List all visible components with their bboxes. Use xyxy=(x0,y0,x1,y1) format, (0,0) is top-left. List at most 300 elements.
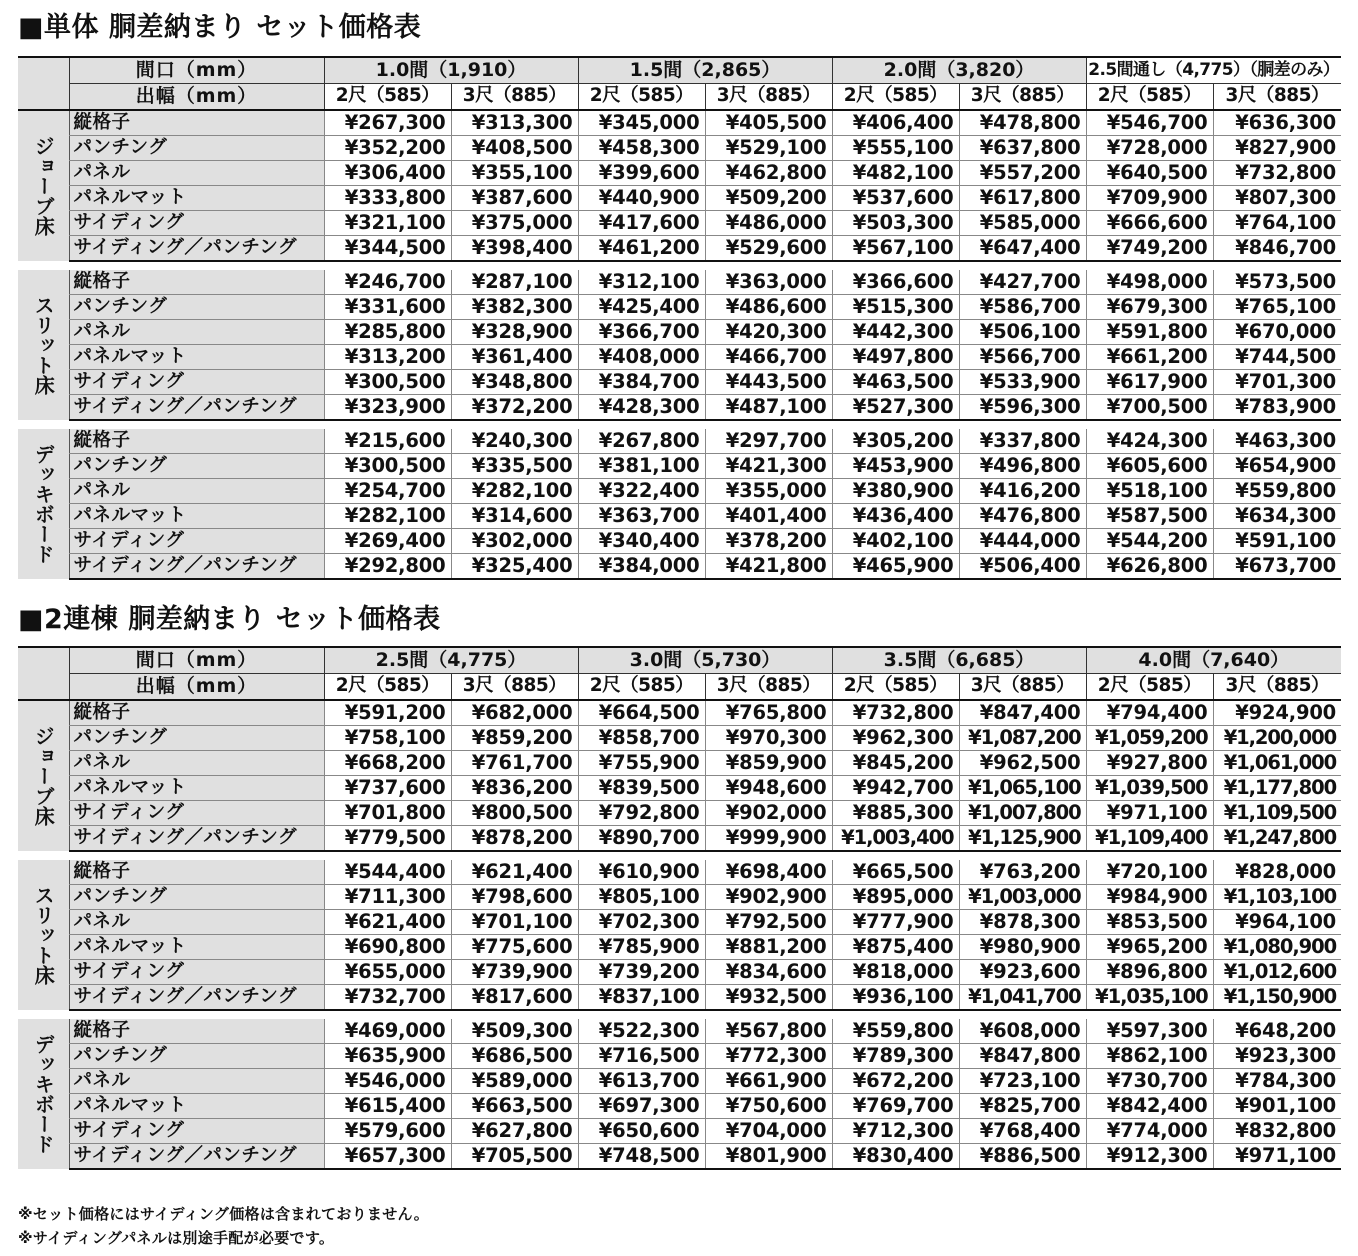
price-cell: ¥923,600 xyxy=(959,960,1086,985)
price-cell: ¥663,500 xyxy=(451,1094,578,1119)
table-row xyxy=(18,161,1341,186)
price-cell: ¥1,109,500 xyxy=(1213,801,1341,826)
price-cell: ¥405,500 xyxy=(705,110,832,136)
price-cell: ¥312,100 xyxy=(578,270,705,295)
price-cell: ¥881,200 xyxy=(705,935,832,960)
price-cell: ¥621,400 xyxy=(324,910,451,935)
header-row-width xyxy=(18,647,1341,674)
group-spacer xyxy=(18,420,1341,429)
price-cell: ¥486,000 xyxy=(705,211,832,236)
price-cell: ¥784,300 xyxy=(1213,1069,1341,1094)
price-cell: ¥1,035,100 xyxy=(1086,985,1213,1011)
price-cell: ¥720,100 xyxy=(1086,860,1213,885)
price-cell: ¥573,500 xyxy=(1213,270,1341,295)
price-cell: ¥605,600 xyxy=(1086,454,1213,479)
price-cell: ¥515,300 xyxy=(832,295,959,320)
price-cell: ¥321,100 xyxy=(324,211,451,236)
price-cell: ¥331,600 xyxy=(324,295,451,320)
row-label: パネルマット xyxy=(69,345,324,370)
price-cell: ¥765,800 xyxy=(705,700,832,726)
price-cell: ¥846,700 xyxy=(1213,236,1341,262)
price-cell: ¥732,800 xyxy=(1213,161,1341,186)
price-cell: ¥923,300 xyxy=(1213,1044,1341,1069)
price-cell: ¥830,400 xyxy=(832,1144,959,1170)
price-cell: ¥1,061,000 xyxy=(1213,751,1341,776)
row-label: サイディング xyxy=(69,529,324,554)
width-label: 間口（mm） xyxy=(69,57,324,84)
price-cell: ¥1,087,200 xyxy=(959,726,1086,751)
price-cell: ¥800,500 xyxy=(451,801,578,826)
depth-header: 2尺（585） xyxy=(324,674,451,701)
depth-header: 3尺（885） xyxy=(959,674,1086,701)
depth-header: 2尺（585） xyxy=(832,674,959,701)
price-cell: ¥421,300 xyxy=(705,454,832,479)
price-cell: ¥895,000 xyxy=(832,885,959,910)
group-label: ジョーブ床 xyxy=(18,700,69,851)
price-cell: ¥732,800 xyxy=(832,700,959,726)
price-cell: ¥384,700 xyxy=(578,370,705,395)
price-cell: ¥399,600 xyxy=(578,161,705,186)
price-cell: ¥608,000 xyxy=(959,1019,1086,1044)
price-cell: ¥779,500 xyxy=(324,826,451,852)
price-cell: ¥964,100 xyxy=(1213,910,1341,935)
price-cell: ¥380,900 xyxy=(832,479,959,504)
price-cell: ¥509,200 xyxy=(705,186,832,211)
price-cell: ¥387,600 xyxy=(451,186,578,211)
table-row xyxy=(18,429,1341,454)
price-cell: ¥527,300 xyxy=(832,395,959,421)
price-cell: ¥679,300 xyxy=(1086,295,1213,320)
group-label: ジョーブ床 xyxy=(18,110,69,261)
table-row xyxy=(18,826,1341,852)
depth-header: 3尺（885） xyxy=(1213,674,1341,701)
width-label: 間口（mm） xyxy=(69,647,324,674)
price-cell: ¥292,800 xyxy=(324,554,451,580)
table-row xyxy=(18,504,1341,529)
table-row xyxy=(18,320,1341,345)
price-cell: ¥661,200 xyxy=(1086,345,1213,370)
group-spacer-cell xyxy=(18,851,1341,860)
price-cell: ¥980,900 xyxy=(959,935,1086,960)
price-cell: ¥682,000 xyxy=(451,700,578,726)
price-cell: ¥686,500 xyxy=(451,1044,578,1069)
price-cell: ¥465,900 xyxy=(832,554,959,580)
price-cell: ¥506,400 xyxy=(959,554,1086,580)
price-cell: ¥478,800 xyxy=(959,110,1086,136)
price-cell: ¥313,200 xyxy=(324,345,451,370)
row-label: パネルマット xyxy=(69,186,324,211)
section-title: ■単体 胴差納まり セット価格表 xyxy=(18,12,422,43)
price-cell: ¥375,000 xyxy=(451,211,578,236)
price-cell: ¥417,600 xyxy=(578,211,705,236)
price-cell: ¥381,100 xyxy=(578,454,705,479)
table-row xyxy=(18,454,1341,479)
table-row xyxy=(18,479,1341,504)
row-label: パネル xyxy=(69,479,324,504)
price-cell: ¥777,900 xyxy=(832,910,959,935)
row-label: サイディング xyxy=(69,370,324,395)
price-cell: ¥765,100 xyxy=(1213,295,1341,320)
row-label: サイディング／パンチング xyxy=(69,236,324,262)
price-cell: ¥408,500 xyxy=(451,136,578,161)
price-cell: ¥557,200 xyxy=(959,161,1086,186)
group-label: デッキボード xyxy=(18,429,69,579)
price-cell: ¥322,400 xyxy=(578,479,705,504)
price-cell: ¥579,600 xyxy=(324,1119,451,1144)
row-label: パネル xyxy=(69,320,324,345)
price-cell: ¥772,300 xyxy=(705,1044,832,1069)
row-label: パネルマット xyxy=(69,504,324,529)
table-row xyxy=(18,1144,1341,1170)
price-cell: ¥267,800 xyxy=(578,429,705,454)
price-cell: ¥555,100 xyxy=(832,136,959,161)
price-cell: ¥269,400 xyxy=(324,529,451,554)
price-cell: ¥723,100 xyxy=(959,1069,1086,1094)
price-cell: ¥842,400 xyxy=(1086,1094,1213,1119)
price-cell: ¥589,000 xyxy=(451,1069,578,1094)
price-cell: ¥486,600 xyxy=(705,295,832,320)
price-cell: ¥701,300 xyxy=(1213,370,1341,395)
row-label: 縦格子 xyxy=(69,110,324,136)
table-row xyxy=(18,1094,1341,1119)
price-cell: ¥711,300 xyxy=(324,885,451,910)
price-cell: ¥635,900 xyxy=(324,1044,451,1069)
price-cell: ¥267,300 xyxy=(324,110,451,136)
row-label: サイディング xyxy=(69,1119,324,1144)
price-cell: ¥567,100 xyxy=(832,236,959,262)
width-header: 1.5間（2,865） xyxy=(578,57,832,84)
price-cell: ¥749,200 xyxy=(1086,236,1213,262)
price-cell: ¥246,700 xyxy=(324,270,451,295)
price-cell: ¥1,041,700 xyxy=(959,985,1086,1011)
price-cell: ¥792,800 xyxy=(578,801,705,826)
price-cell: ¥902,000 xyxy=(705,801,832,826)
depth-label: 出幅（mm） xyxy=(69,84,324,111)
price-cell: ¥333,800 xyxy=(324,186,451,211)
price-cell: ¥709,900 xyxy=(1086,186,1213,211)
price-cell: ¥1,103,100 xyxy=(1213,885,1341,910)
table-row xyxy=(18,960,1341,985)
price-cell: ¥758,100 xyxy=(324,726,451,751)
price-cell: ¥845,200 xyxy=(832,751,959,776)
price-cell: ¥363,700 xyxy=(578,504,705,529)
row-label: サイディング／パンチング xyxy=(69,554,324,580)
price-cell: ¥962,300 xyxy=(832,726,959,751)
price-cell: ¥1,247,800 xyxy=(1213,826,1341,852)
depth-header: 2尺（585） xyxy=(324,84,451,111)
price-cell: ¥352,200 xyxy=(324,136,451,161)
depth-header: 3尺（885） xyxy=(959,84,1086,111)
price-cell: ¥300,500 xyxy=(324,454,451,479)
price-cell: ¥665,500 xyxy=(832,860,959,885)
table-row xyxy=(18,1044,1341,1069)
price-cell: ¥302,000 xyxy=(451,529,578,554)
price-cell: ¥328,900 xyxy=(451,320,578,345)
price-cell: ¥886,500 xyxy=(959,1144,1086,1170)
price-cell: ¥537,600 xyxy=(832,186,959,211)
row-label: パネル xyxy=(69,1069,324,1094)
price-cell: ¥406,400 xyxy=(832,110,959,136)
price-cell: ¥805,100 xyxy=(578,885,705,910)
table-row xyxy=(18,700,1341,726)
depth-header: 2尺（585） xyxy=(832,84,959,111)
price-cell: ¥355,000 xyxy=(705,479,832,504)
price-cell: ¥650,600 xyxy=(578,1119,705,1144)
row-label: 縦格子 xyxy=(69,700,324,726)
price-cell: ¥440,900 xyxy=(578,186,705,211)
price-cell: ¥442,300 xyxy=(832,320,959,345)
price-cell: ¥728,000 xyxy=(1086,136,1213,161)
price-cell: ¥366,700 xyxy=(578,320,705,345)
depth-header: 3尺（885） xyxy=(451,84,578,111)
price-cell: ¥518,100 xyxy=(1086,479,1213,504)
price-cell: ¥801,900 xyxy=(705,1144,832,1170)
price-cell: ¥462,800 xyxy=(705,161,832,186)
price-cell: ¥648,200 xyxy=(1213,1019,1341,1044)
price-cell: ¥970,300 xyxy=(705,726,832,751)
price-cell: ¥654,900 xyxy=(1213,454,1341,479)
price-cell: ¥591,200 xyxy=(324,700,451,726)
price-cell: ¥832,800 xyxy=(1213,1119,1341,1144)
price-cell: ¥559,800 xyxy=(1213,479,1341,504)
price-cell: ¥306,400 xyxy=(324,161,451,186)
price-cell: ¥853,500 xyxy=(1086,910,1213,935)
price-cell: ¥1,003,000 xyxy=(959,885,1086,910)
footnote: ※セット価格にはサイディング価格は含まれておりません。 xyxy=(18,1205,430,1223)
group-spacer xyxy=(18,261,1341,270)
price-cell: ¥482,100 xyxy=(832,161,959,186)
price-cell: ¥443,500 xyxy=(705,370,832,395)
price-cell: ¥458,300 xyxy=(578,136,705,161)
price-cell: ¥839,500 xyxy=(578,776,705,801)
price-cell: ¥827,900 xyxy=(1213,136,1341,161)
price-cell: ¥634,300 xyxy=(1213,504,1341,529)
price-cell: ¥345,000 xyxy=(578,110,705,136)
header-corner xyxy=(18,57,69,110)
price-cell: ¥847,400 xyxy=(959,700,1086,726)
width-header: 2.5間（4,775） xyxy=(324,647,578,674)
price-cell: ¥363,000 xyxy=(705,270,832,295)
depth-header: 2尺（585） xyxy=(1086,84,1213,111)
price-cell: ¥498,000 xyxy=(1086,270,1213,295)
price-cell: ¥509,300 xyxy=(451,1019,578,1044)
price-cell: ¥924,900 xyxy=(1213,700,1341,726)
row-label: パネルマット xyxy=(69,776,324,801)
price-cell: ¥1,080,900 xyxy=(1213,935,1341,960)
price-cell: ¥672,200 xyxy=(832,1069,959,1094)
price-cell: ¥591,100 xyxy=(1213,529,1341,554)
price-cell: ¥948,600 xyxy=(705,776,832,801)
price-cell: ¥466,700 xyxy=(705,345,832,370)
depth-header: 3尺（885） xyxy=(451,674,578,701)
row-label: サイディング xyxy=(69,801,324,826)
price-cell: ¥666,600 xyxy=(1086,211,1213,236)
price-cell: ¥798,600 xyxy=(451,885,578,910)
price-cell: ¥529,600 xyxy=(705,236,832,262)
price-cell: ¥655,000 xyxy=(324,960,451,985)
row-label: パンチング xyxy=(69,1044,324,1069)
price-cell: ¥340,400 xyxy=(578,529,705,554)
row-label: パンチング xyxy=(69,454,324,479)
price-cell: ¥408,000 xyxy=(578,345,705,370)
row-label: パンチング xyxy=(69,295,324,320)
width-header: 2.5間通し（4,775）（胴差のみ） xyxy=(1086,57,1341,84)
price-cell: ¥425,400 xyxy=(578,295,705,320)
price-cell: ¥522,300 xyxy=(578,1019,705,1044)
price-cell: ¥382,300 xyxy=(451,295,578,320)
price-cell: ¥401,400 xyxy=(705,504,832,529)
table-row xyxy=(18,186,1341,211)
price-cell: ¥716,500 xyxy=(578,1044,705,1069)
width-header: 1.0間（1,910） xyxy=(324,57,578,84)
price-cell: ¥314,600 xyxy=(451,504,578,529)
price-cell: ¥739,900 xyxy=(451,960,578,985)
group-label: スリット床 xyxy=(18,860,69,1010)
price-cell: ¥444,000 xyxy=(959,529,1086,554)
price-cell: ¥567,800 xyxy=(705,1019,832,1044)
price-cell: ¥566,700 xyxy=(959,345,1086,370)
price-cell: ¥896,800 xyxy=(1086,960,1213,985)
price-cell: ¥785,900 xyxy=(578,935,705,960)
table-row xyxy=(18,776,1341,801)
table-row xyxy=(18,1119,1341,1144)
price-cell: ¥285,800 xyxy=(324,320,451,345)
price-cell: ¥999,900 xyxy=(705,826,832,852)
row-label: パネル xyxy=(69,161,324,186)
price-cell: ¥769,700 xyxy=(832,1094,959,1119)
price-cell: ¥325,400 xyxy=(451,554,578,580)
table-row xyxy=(18,345,1341,370)
table-row xyxy=(18,395,1341,421)
price-cell: ¥640,500 xyxy=(1086,161,1213,186)
price-cell: ¥697,300 xyxy=(578,1094,705,1119)
row-label: パネルマット xyxy=(69,1094,324,1119)
table-row xyxy=(18,370,1341,395)
price-cell: ¥768,400 xyxy=(959,1119,1086,1144)
price-cell: ¥836,200 xyxy=(451,776,578,801)
price-cell: ¥774,000 xyxy=(1086,1119,1213,1144)
price-cell: ¥932,500 xyxy=(705,985,832,1011)
row-label: 縦格子 xyxy=(69,270,324,295)
table-row xyxy=(18,985,1341,1011)
price-cell: ¥807,300 xyxy=(1213,186,1341,211)
price-cell: ¥1,003,400 xyxy=(832,826,959,852)
table-row xyxy=(18,270,1341,295)
price-cell: ¥858,700 xyxy=(578,726,705,751)
table-row xyxy=(18,554,1341,580)
group-spacer-cell xyxy=(18,261,1341,270)
price-cell: ¥1,125,900 xyxy=(959,826,1086,852)
price-cell: ¥1,065,100 xyxy=(959,776,1086,801)
table-row xyxy=(18,885,1341,910)
price-cell: ¥384,000 xyxy=(578,554,705,580)
price-cell: ¥421,800 xyxy=(705,554,832,580)
price-cell: ¥626,800 xyxy=(1086,554,1213,580)
price-cell: ¥1,200,000 xyxy=(1213,726,1341,751)
depth-label: 出幅（mm） xyxy=(69,674,324,701)
price-cell: ¥755,900 xyxy=(578,751,705,776)
table-row xyxy=(18,801,1341,826)
price-cell: ¥420,300 xyxy=(705,320,832,345)
price-cell: ¥544,400 xyxy=(324,860,451,885)
section-title: ■2連棟 胴差納まり セット価格表 xyxy=(18,604,441,635)
price-cell: ¥859,200 xyxy=(451,726,578,751)
price-cell: ¥912,300 xyxy=(1086,1144,1213,1170)
price-cell: ¥668,200 xyxy=(324,751,451,776)
price-cell: ¥424,300 xyxy=(1086,429,1213,454)
price-cell: ¥847,800 xyxy=(959,1044,1086,1069)
table-row xyxy=(18,1069,1341,1094)
price-cell: ¥506,100 xyxy=(959,320,1086,345)
table-row xyxy=(18,726,1341,751)
header-row-depth xyxy=(18,84,1341,111)
price-cell: ¥1,177,800 xyxy=(1213,776,1341,801)
price-cell: ¥596,300 xyxy=(959,395,1086,421)
price-cell: ¥344,500 xyxy=(324,236,451,262)
price-cell: ¥282,100 xyxy=(324,504,451,529)
price-cell: ¥828,000 xyxy=(1213,860,1341,885)
price-cell: ¥1,109,400 xyxy=(1086,826,1213,852)
price-cell: ¥744,500 xyxy=(1213,345,1341,370)
price-cell: ¥739,200 xyxy=(578,960,705,985)
price-cell: ¥971,100 xyxy=(1086,801,1213,826)
row-label: パンチング xyxy=(69,885,324,910)
price-cell: ¥834,600 xyxy=(705,960,832,985)
price-cell: ¥402,100 xyxy=(832,529,959,554)
table-row xyxy=(18,935,1341,960)
table-row xyxy=(18,910,1341,935)
price-cell: ¥497,800 xyxy=(832,345,959,370)
table-row xyxy=(18,860,1341,885)
group-spacer-cell xyxy=(18,1010,1341,1019)
price-cell: ¥701,800 xyxy=(324,801,451,826)
price-cell: ¥761,700 xyxy=(451,751,578,776)
price-cell: ¥862,100 xyxy=(1086,1044,1213,1069)
price-cell: ¥704,000 xyxy=(705,1119,832,1144)
price-cell: ¥240,300 xyxy=(451,429,578,454)
price-cell: ¥901,100 xyxy=(1213,1094,1341,1119)
price-cell: ¥700,500 xyxy=(1086,395,1213,421)
price-cell: ¥282,100 xyxy=(451,479,578,504)
price-cell: ¥487,100 xyxy=(705,395,832,421)
depth-header: 3尺（885） xyxy=(1213,84,1341,111)
row-label: 縦格子 xyxy=(69,1019,324,1044)
price-cell: ¥984,900 xyxy=(1086,885,1213,910)
price-cell: ¥529,100 xyxy=(705,136,832,161)
price-cell: ¥1,007,800 xyxy=(959,801,1086,826)
price-cell: ¥817,600 xyxy=(451,985,578,1011)
price-cell: ¥627,800 xyxy=(451,1119,578,1144)
table-row xyxy=(18,136,1341,161)
price-cell: ¥1,012,600 xyxy=(1213,960,1341,985)
price-cell: ¥428,300 xyxy=(578,395,705,421)
price-cell: ¥613,700 xyxy=(578,1069,705,1094)
price-cell: ¥783,900 xyxy=(1213,395,1341,421)
price-cell: ¥496,800 xyxy=(959,454,1086,479)
price-cell: ¥825,700 xyxy=(959,1094,1086,1119)
depth-header: 2尺（585） xyxy=(578,84,705,111)
price-cell: ¥818,000 xyxy=(832,960,959,985)
price-cell: ¥702,300 xyxy=(578,910,705,935)
table-row xyxy=(18,1019,1341,1044)
price-cell: ¥621,400 xyxy=(451,860,578,885)
price-cell: ¥559,800 xyxy=(832,1019,959,1044)
price-cell: ¥461,200 xyxy=(578,236,705,262)
price-cell: ¥637,800 xyxy=(959,136,1086,161)
footnote: ※サイディングパネルは別途手配が必要です。 xyxy=(18,1229,335,1247)
row-label: パンチング xyxy=(69,726,324,751)
group-label: デッキボード xyxy=(18,1019,69,1169)
